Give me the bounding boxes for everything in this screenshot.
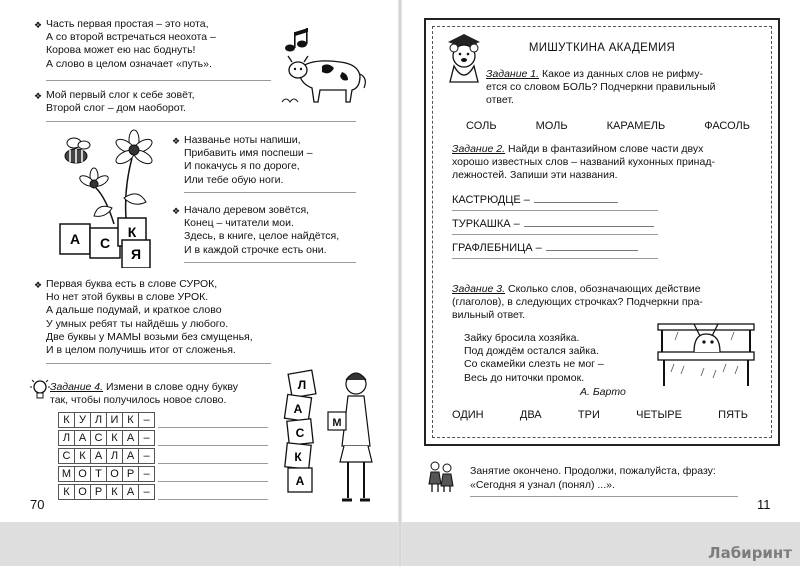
- task-3-text: (глаголов), в следующих строчках? Подчеркни пра-: [452, 296, 703, 308]
- letter-cell: С: [58, 448, 75, 464]
- barto-poem: [464, 332, 604, 385]
- bullet-icon: ❖: [172, 206, 181, 216]
- letter-cell: А: [122, 484, 139, 500]
- letter-cell: С: [90, 430, 107, 446]
- answer-line: [158, 481, 268, 482]
- tower-letter: А: [295, 474, 305, 488]
- task-1-text: Какое из данных слов не рифму-: [541, 68, 703, 80]
- book-fold: [398, 0, 402, 566]
- task-2: [452, 143, 762, 182]
- rhyme-option[interactable]: СОЛЬ: [466, 120, 497, 132]
- letter-cell: Л: [58, 430, 75, 446]
- letter-cell: И: [106, 412, 123, 428]
- count-option[interactable]: ДВА: [519, 409, 542, 421]
- letter-cell: О: [74, 484, 91, 500]
- word-row: [58, 430, 154, 446]
- answer-line: [46, 363, 271, 364]
- task-1-text: ется со словом БОЛЬ? Подчеркни правильный: [486, 81, 716, 93]
- page-number-left: 70: [30, 497, 45, 512]
- block-letter: С: [99, 235, 111, 251]
- bear-scholar-icon: [442, 32, 486, 84]
- word-row: [58, 484, 154, 500]
- bee-icon: [65, 138, 90, 163]
- task-4-text: так, чтобы получилось новое слово.: [50, 394, 227, 406]
- answer-blank[interactable]: [534, 194, 618, 203]
- task-2-label: Задание 2.: [452, 143, 506, 155]
- letter-cell: Л: [90, 412, 107, 428]
- bullet-icon: ❖: [34, 91, 43, 101]
- girl-with-blocks-illustration: [278, 366, 388, 512]
- letter-cell: Р: [122, 466, 139, 482]
- letter-cell: –: [138, 430, 155, 446]
- poem-line: Весь до ниточки промок.: [464, 371, 585, 384]
- letter-cell: У: [74, 412, 91, 428]
- letter-cell: К: [74, 448, 91, 464]
- tower-letter: Л: [297, 378, 307, 392]
- riddle-line: Мой первый слог к себе зовёт,: [46, 89, 195, 101]
- tower-letter: С: [295, 426, 305, 440]
- task-3-options: [452, 409, 748, 421]
- letter-cell: О: [74, 466, 91, 482]
- riddle-line: Две буквы у МАМЫ возьми без смущенья,: [46, 330, 253, 343]
- answer-line: [452, 234, 658, 235]
- letter-cell: А: [122, 430, 139, 446]
- bullet-icon: ❖: [34, 280, 43, 290]
- tower-letter: К: [294, 450, 302, 464]
- poem-line: Зайку бросила хозяйка.: [464, 332, 580, 344]
- answer-line: [158, 499, 268, 500]
- riddle-line: Конец – читатели мои.: [184, 217, 294, 230]
- closing-text: [470, 464, 716, 492]
- letter-cell: К: [122, 412, 139, 428]
- labirint-watermark: Лабиринт: [708, 544, 792, 562]
- riddle-line: И в целом получишь итог от сложенья.: [46, 344, 236, 357]
- task-3-text: Сколько слов, обозначающих действие: [507, 283, 701, 295]
- answer-line: [158, 427, 268, 428]
- rhyme-option[interactable]: МОЛЬ: [535, 120, 568, 132]
- riddle-line: У умных ребят ты найдёшь у любого.: [46, 317, 229, 330]
- letter-cell: К: [58, 484, 75, 500]
- riddle-line: И в каждой строчке есть они.: [184, 243, 327, 256]
- letter-cell: К: [58, 412, 75, 428]
- letter-cell: А: [122, 448, 139, 464]
- task-4-text: Измени в слове одну букву: [105, 381, 238, 393]
- rhyme-option[interactable]: КАРАМЕЛЬ: [606, 120, 666, 132]
- answer-line: [470, 496, 738, 497]
- rhyme-option[interactable]: ФАСОЛЬ: [704, 120, 750, 132]
- riddle-line: Прибавить имя поспеши –: [184, 147, 313, 160]
- task-2-word-2: [452, 218, 654, 230]
- bunny-on-bench-illustration: [654, 318, 758, 390]
- letter-cell: Т: [90, 466, 107, 482]
- letter-cell: О: [106, 466, 123, 482]
- block-letter: К: [127, 224, 137, 240]
- task-2-word-1: [452, 194, 618, 206]
- girl-block-letter: М: [332, 417, 342, 429]
- letter-cell: М: [58, 466, 75, 482]
- poem-line: Со скамейки слезть не мог –: [464, 358, 604, 371]
- bullet-icon: ❖: [172, 136, 181, 146]
- letter-cell: К: [106, 430, 123, 446]
- answer-line: [46, 121, 356, 122]
- fantasy-word: ТУРКАШКА –: [452, 218, 520, 230]
- answer-blank[interactable]: [546, 242, 638, 251]
- riddle-line: Но нет этой буквы в слове УРОК.: [46, 291, 209, 304]
- poem-author: А. Барто: [580, 386, 626, 398]
- task-1-text: ответ.: [486, 94, 514, 106]
- riddle-line: Начало деревом зовётся,: [184, 204, 310, 216]
- block-letter: А: [69, 231, 81, 247]
- riddle-2: [46, 89, 195, 115]
- letter-cell: –: [138, 484, 155, 500]
- task-3-label: Задание 3.: [452, 283, 506, 295]
- task-2-text: Найди в фантазийном слове части двух: [507, 143, 704, 155]
- riddle-line: Здесь, в книге, целое найдётся,: [184, 230, 340, 243]
- girl-figure: [328, 373, 372, 500]
- answer-line: [158, 463, 268, 464]
- lightbulb-icon: [30, 378, 50, 402]
- answer-line: [158, 445, 268, 446]
- letter-cell: А: [90, 448, 107, 464]
- answer-blank[interactable]: [524, 218, 654, 227]
- letter-blocks: [60, 218, 150, 268]
- answer-line: [452, 258, 658, 259]
- riddle-line: Часть первая простая – это нота,: [46, 18, 209, 30]
- riddle-4: [184, 204, 339, 257]
- letter-cell: –: [138, 448, 155, 464]
- riddle-3: [184, 134, 313, 187]
- closing-line: «Сегодня я узнал (понял) ...».: [470, 479, 615, 491]
- riddle-line: Или тебе обую ноги.: [184, 173, 284, 186]
- letter-cell: –: [138, 466, 155, 482]
- riddle-line: Названье ноты напиши,: [184, 134, 301, 146]
- bee-flower-illustration: [54, 128, 172, 268]
- academy-title: МИШУТКИНА АКАДЕМИЯ: [528, 42, 676, 54]
- word-row: [58, 412, 154, 428]
- letter-cell: А: [74, 430, 91, 446]
- riddle-line: И покачусь я по дороге,: [184, 160, 300, 173]
- children-icon: [426, 460, 456, 494]
- count-option[interactable]: ОДИН: [452, 409, 484, 421]
- riddle-line: А слово в целом означает «путь».: [46, 57, 212, 70]
- letter-cell: Р: [90, 484, 107, 500]
- task-1: [486, 68, 766, 107]
- task-4-label: Задание 4.: [50, 381, 104, 393]
- letter-cell: –: [138, 412, 155, 428]
- cow-illustration: [262, 28, 372, 106]
- page-number-right: 11: [757, 497, 771, 512]
- letter-cell: К: [106, 484, 123, 500]
- task-3-text: вильный ответ.: [452, 309, 526, 321]
- answer-line: [184, 262, 356, 263]
- answer-line: [184, 192, 356, 193]
- answer-line: [46, 80, 271, 81]
- task-2-text: лежностей. Запиши эти названия.: [452, 169, 618, 181]
- riddle-line: А со второй встречаться неохота –: [46, 31, 216, 44]
- music-note-icon: [285, 28, 308, 52]
- count-option[interactable]: ПЯТЬ: [718, 409, 748, 421]
- riddle-1: [46, 18, 216, 71]
- word-row: [58, 448, 154, 464]
- count-option[interactable]: ТРИ: [577, 409, 600, 421]
- count-option[interactable]: ЧЕТЫРЕ: [636, 409, 682, 421]
- task-1-label: Задание 1.: [486, 68, 540, 80]
- riddle-line: Первая буква есть в слове СУРОК,: [46, 278, 218, 290]
- task-3: [452, 283, 762, 322]
- riddle-line: Корова может ею нас боднуть!: [46, 44, 196, 57]
- block-letter: Я: [130, 246, 142, 262]
- answer-line: [452, 210, 658, 211]
- poem-line: Под дождём остался зайка.: [464, 345, 599, 358]
- letter-cell: Л: [106, 448, 123, 464]
- task-4: [50, 381, 238, 407]
- fantasy-word: КАСТРЮДЦЕ –: [452, 194, 530, 206]
- closing-line: Занятие окончено. Продолжи, пожалуйста, фразу:: [470, 465, 716, 477]
- riddle-line: Второй слог – дом наоборот.: [46, 102, 186, 115]
- riddle-5: [46, 278, 253, 357]
- task-1-options: [466, 120, 750, 132]
- task-2-text: хорошо известных слов – названий кухонных принад-: [452, 156, 715, 168]
- tower-letter: А: [293, 402, 303, 416]
- riddle-line: А дальше подумай, и краткое слово: [46, 304, 222, 317]
- task-2-word-3: [452, 242, 638, 254]
- word-row: [58, 466, 154, 482]
- fantasy-word: ГРАФЛЕБНИЦА –: [452, 242, 542, 254]
- bullet-icon: ❖: [34, 20, 43, 30]
